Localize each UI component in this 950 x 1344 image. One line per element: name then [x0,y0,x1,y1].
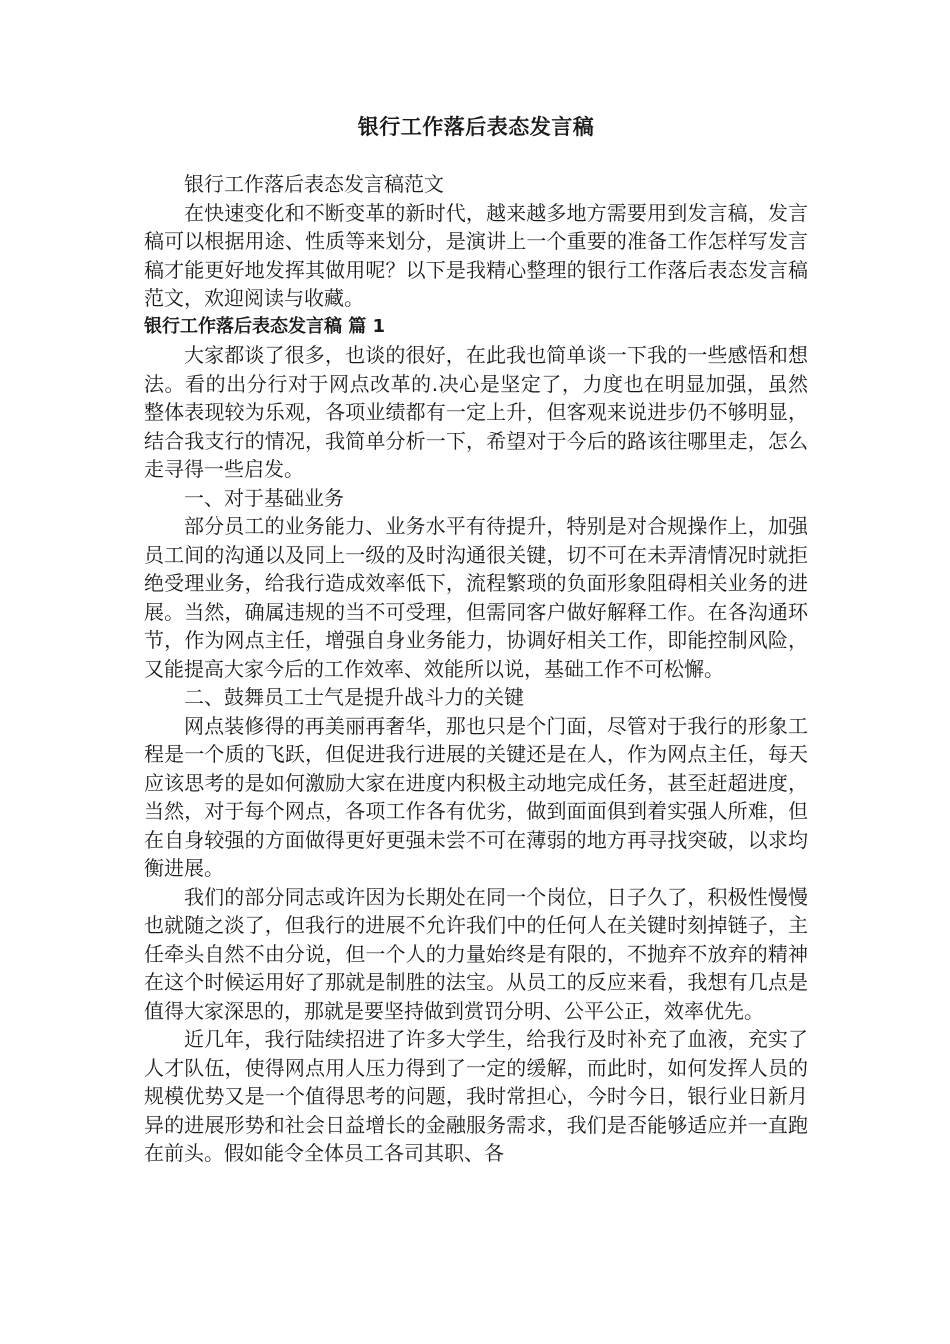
document-page [144,112,808,1168]
section-heading: 银行工作落后表态发言稿 篇 1 [144,315,386,337]
body-paragraph: 大家都谈了很多，也谈的很好，在此我也简单谈一下我的一些感悟和想法。看的出分行对于网点改革的.决心是坚定了，力度也在明显加强，虽然整体表现较为乐观，各项业绩都有一定上升，但客观来说进步仍不够明显，结合我支行的情况，我简单分析一下，希望对于今后的路该往哪里走，怎么走寻得一些启发。 [144,343,808,481]
document-title: 银行工作落后表态发言稿 [357,115,595,139]
body-paragraph: 我们的部分同志或许因为长期处在同一个岗位，日子久了，积极性慢慢也就随之淡了，但我行的进展不允许我们中的任何人在关键时刻掉链子，主任牵头自然不由分说，但一个人的力量始终是有限的，不抛弃不放弃的精神在这个时候运用好了那就是制胜的法宝。从员工的反应来看，我想有几点是值得大家深思的，那就是要坚持做到赏罚分明、公平公正，效率优先。 [144,884,808,1023]
intro-paragraph: 在快速变化和不断变革的新时代，越来越多地方需要用到发言稿，发言稿可以根据用途、性质等来划分，是演讲上一个重要的准备工作怎样写发言稿才能更好地发挥其做用呢？以下是我精心整理的银行工作落后表态发言稿范文，欢迎阅读与收藏。 [144,200,808,310]
body-paragraph: 网点装修得的再美丽再奢华，那也只是个门面，尽管对于我行的形象工程是一个质的飞跃，但促进我行进展的关键还是在人，作为网点主任，每天应该思考的是如何激励大家在进度内积极主动地完成任务，甚至赶超进度，当然，对于每个网点，各项工作各有优劣，做到面面俱到着实强人所难，但在自身较强的方面做得更好更强未尝不可在薄弱的地方再寻找突破，以求均衡进展。 [144,713,808,880]
section-item-heading: 二、鼓舞员工士气是提升战斗力的关键 [184,685,524,709]
body-paragraph: 近几年，我行陆续招进了许多大学生，给我行及时补充了血液，充实了人才队伍，使得网点用人压力得到了一定的缓解，而此时，如何发挥人员的规模优势又是一个值得思考的问题，我时常担心，今时今日，银行业日新月异的进展形势和社会日益增长的金融服务需求，我们是否能够适应并一直跑在前头。假如能令全体员工各司其职、各 [144,1027,808,1165]
intro-line: 银行工作落后表态发言稿范文 [184,172,444,196]
section-item-heading: 一、对于基础业务 [184,485,344,510]
body-paragraph: 部分员工的业务能力、业务水平有待提升，特别是对合规操作上，加强员工间的沟通以及同上一级的及时沟通很关键，切不可在未弄清情况时就拒绝受理业务，给我行造成效率低下，流程繁琐的负面形象阻碍相关业务的进展。当然，确属违规的当不可受理，但需同客户做好解释工作。在各沟通环节，作为网点主任，增强自身业务能力，协调好相关工作，即能控制风险，又能提高大家今后的工作效率、效能所以说，基础工作不可松懈。 [144,514,808,681]
